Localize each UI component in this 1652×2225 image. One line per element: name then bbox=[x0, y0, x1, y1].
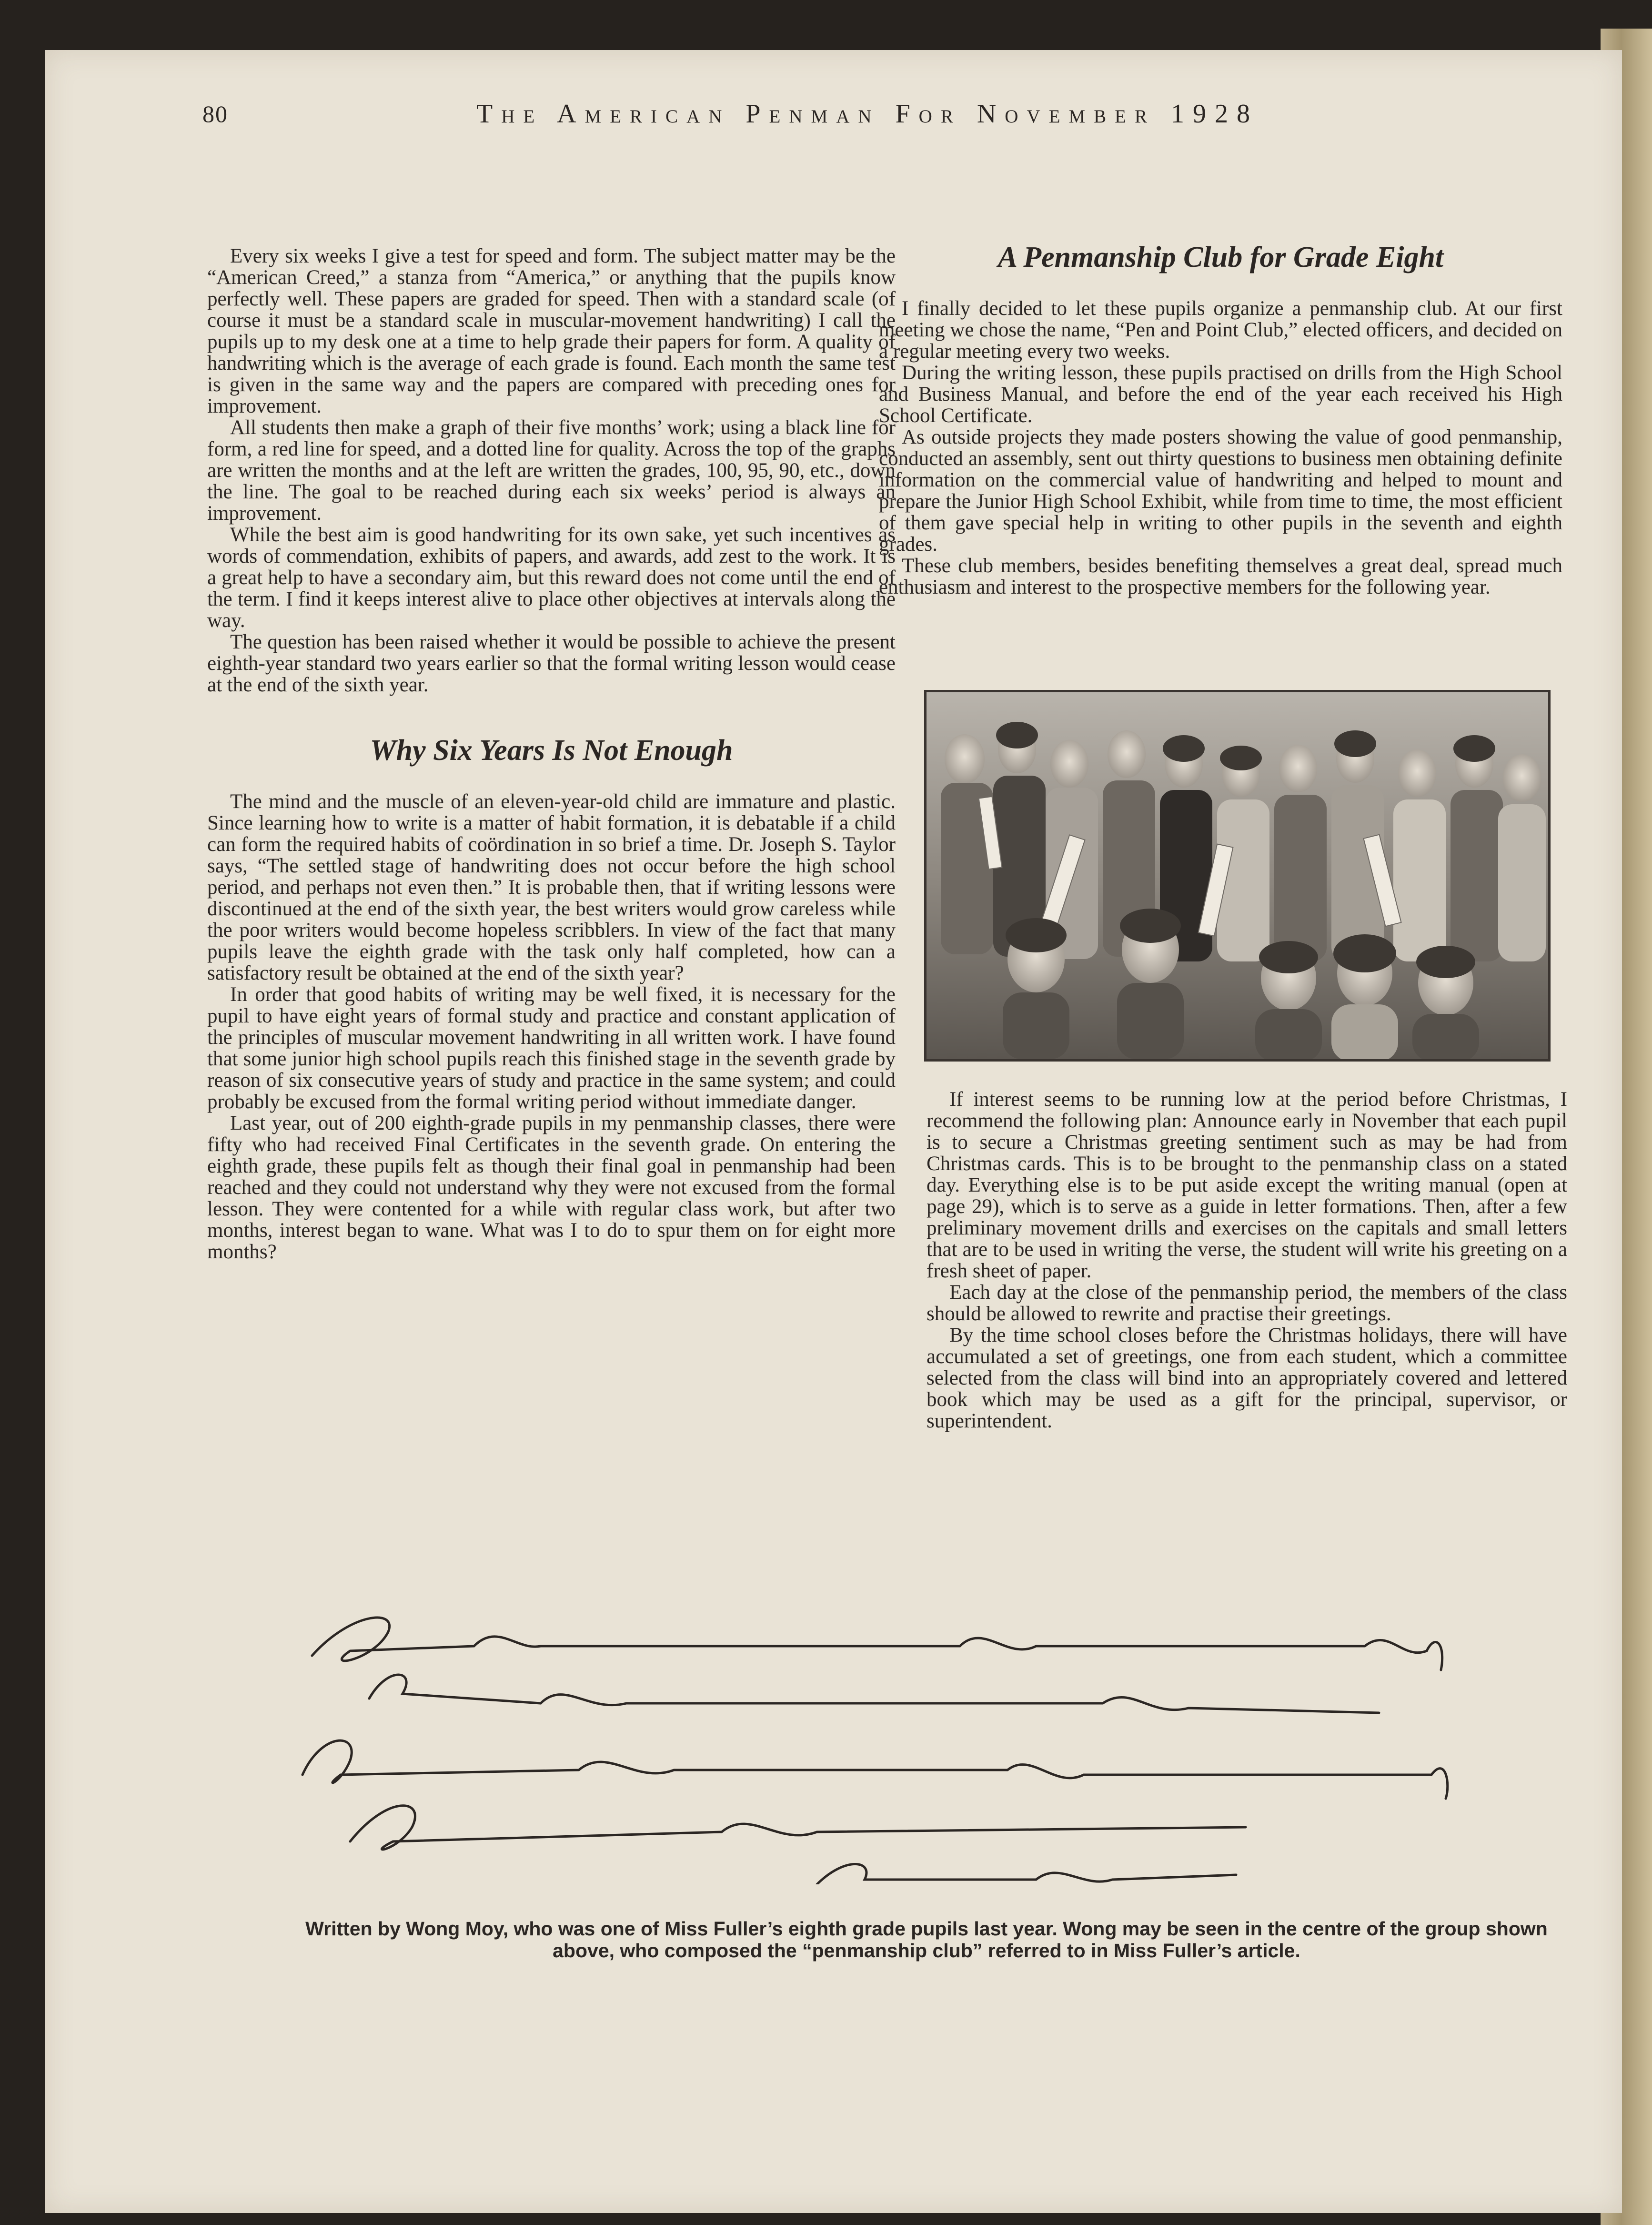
paragraph: During the writing lesson, these pupils practised on drills from the High School and Business Manual, and before the end of the year each received his High School Certificate. bbox=[879, 362, 1562, 427]
right-column-bottom bbox=[927, 1089, 1567, 1432]
paragraph: I finally decided to let these pupils organize a penmanship club. At our first meeting we chose the name, “Pen and Point Club,” elected officers, and decided on a regular meeting every two weeks. bbox=[879, 297, 1562, 363]
paragraph: As outside projects they made posters showing the value of good penmanship, conducted an assembly, sent out thirty questions to business men obtaining definite information on the commercial value of handwriting and helped to mount and prepare the Junior High School Exhibit, while from time to time, the most efficient of them gave special help in writing to other pupils in the seventh and eighth grades. bbox=[879, 426, 1562, 556]
paragraph: The question has been raised whether it would be possible to achieve the present eighth-year standard two years earlier so that the formal writing lesson would cease at the end of the sixth year. bbox=[207, 631, 896, 696]
paragraph: Every six weeks I give a test for speed and form. The subject matter may be the “American Creed,” a stanza from “America,” or anything that the pupils know perfectly well. These papers are graded for speed. Then with a standard scale (of course it must be a standard scale in muscular-movement handwriting) I call the pupils up to my desk one at a time to help grade their papers for form. A quality of handwriting which is the average of each grade is found. Each month the same test is given in the same way and the papers are compared with preceding ones for improvement. bbox=[207, 245, 896, 417]
paragraph: All students then make a graph of their five months’ work; using a black line for form, a red line for speed, and a dotted line for quality. Across the top of the graphs are written the months and at the left are written the grades, 100, 95, 90, etc., down the line. The goal to be reached during each six weeks’ period is always an improvement. bbox=[207, 416, 896, 525]
paragraph: In order that good habits of writing may be well fixed, it is necessary for the pupil to have eight years of formal study and practice and constant application of the principles of muscular movement handwriting in all written work. I have found that some junior high school pupils reach this finished stage in the seventh grade by reason of six consecutive years of study and practice in the same system; and could probably be excused from the formal writing period without immediate danger. bbox=[207, 983, 896, 1113]
poem-caption: Written by Wong Moy, who was one of Miss Fuller’s eighth grade pupils last year. Wong may be seen in the centre of the group shown above, who composed the “penmanship club” referred to in Miss Fuller’s article. bbox=[305, 1918, 1548, 1962]
paragraph: By the time school closes before the Christmas holidays, there will have accumulated a set of greetings, one from each student, which a committee selected from the class will bind into an appropriately covered and lettered book which may be used as a gift for the principal, supervisor, or superintendent. bbox=[927, 1324, 1567, 1432]
group-photo bbox=[924, 690, 1551, 1062]
magazine-page bbox=[45, 50, 1622, 2213]
group-photo-image bbox=[927, 692, 1548, 1059]
section-heading-penmanship-club: A Penmanship Club for Grade Eight bbox=[997, 241, 1444, 273]
paragraph: Each day at the close of the penmanship period, the members of the class should be allowed to rewrite and practise their greetings. bbox=[927, 1281, 1567, 1325]
paragraph: If interest seems to be running low at the period before Christmas, I recommend the following plan: Announce early in November that each pupil is to secure a Christmas greeting sentiment such as may be had from Christmas cards. This is to be brought to the penmanship class on a stated day. Everything else is to be put aside except the writing manual (open at page 29), which is to serve as a guide in letter formations. Then, after a few preliminary movement drills and exercises on the capitals and small letters that are to be used in writing the verse, the student will write his greeting on a fresh sheet of paper. bbox=[927, 1088, 1567, 1282]
running-title: The American Penman For November 1928 bbox=[476, 99, 1259, 129]
right-column-top bbox=[879, 241, 1562, 598]
paragraph: These club members, besides benefiting themselves a great deal, spread much enthusiasm and interest to the prospective members for the following year. bbox=[879, 555, 1562, 598]
page-number: 80 bbox=[202, 101, 228, 127]
section-heading-six-years: Why Six Years Is Not Enough bbox=[370, 734, 733, 767]
paragraph: Last year, out of 200 eighth-grade pupils in my penmanship classes, there were fifty who had received Final Certificates in the seventh grade. On entering the eighth grade, these pupils felt as though their final goal in penmanship had been reached and they could not understand why they were not excused from the formal lesson. They were contented for a while with regular class work, but after two months, interest began to wane. What was I to do to spur them on for eight more months? bbox=[207, 1112, 896, 1263]
paragraph: The mind and the muscle of an eleven-year-old child are immature and plastic. Since learning how to write is a matter of habit formation, it is debatable if a child can form the required habits of coördination in so brief a time. Dr. Joseph S. Taylor says, “The settled stage of handwriting does not occur before the high school period, and perhaps not even then.” It is probable then, that if writing lessons were discontinued at the end of the sixth year, the best writers would grow careless while the poor writers would become hopeless scribblers. In view of the fact that many pupils leave the eighth grade with the task only half completed, how can a satisfactory result be obtained at the end of the sixth year? bbox=[207, 790, 896, 984]
paragraph: While the best aim is good handwriting for its own sake, yet such incentives as words of commendation, exhibits of papers, and awards, add zest to the work. It is a great help to have a secondary aim, but this reward does not come until the end of the term. I find it keeps interest alive to place other objectives at intervals along the way. bbox=[207, 524, 896, 632]
handwritten-poem-script bbox=[293, 1575, 1579, 1884]
left-column bbox=[207, 245, 896, 1263]
